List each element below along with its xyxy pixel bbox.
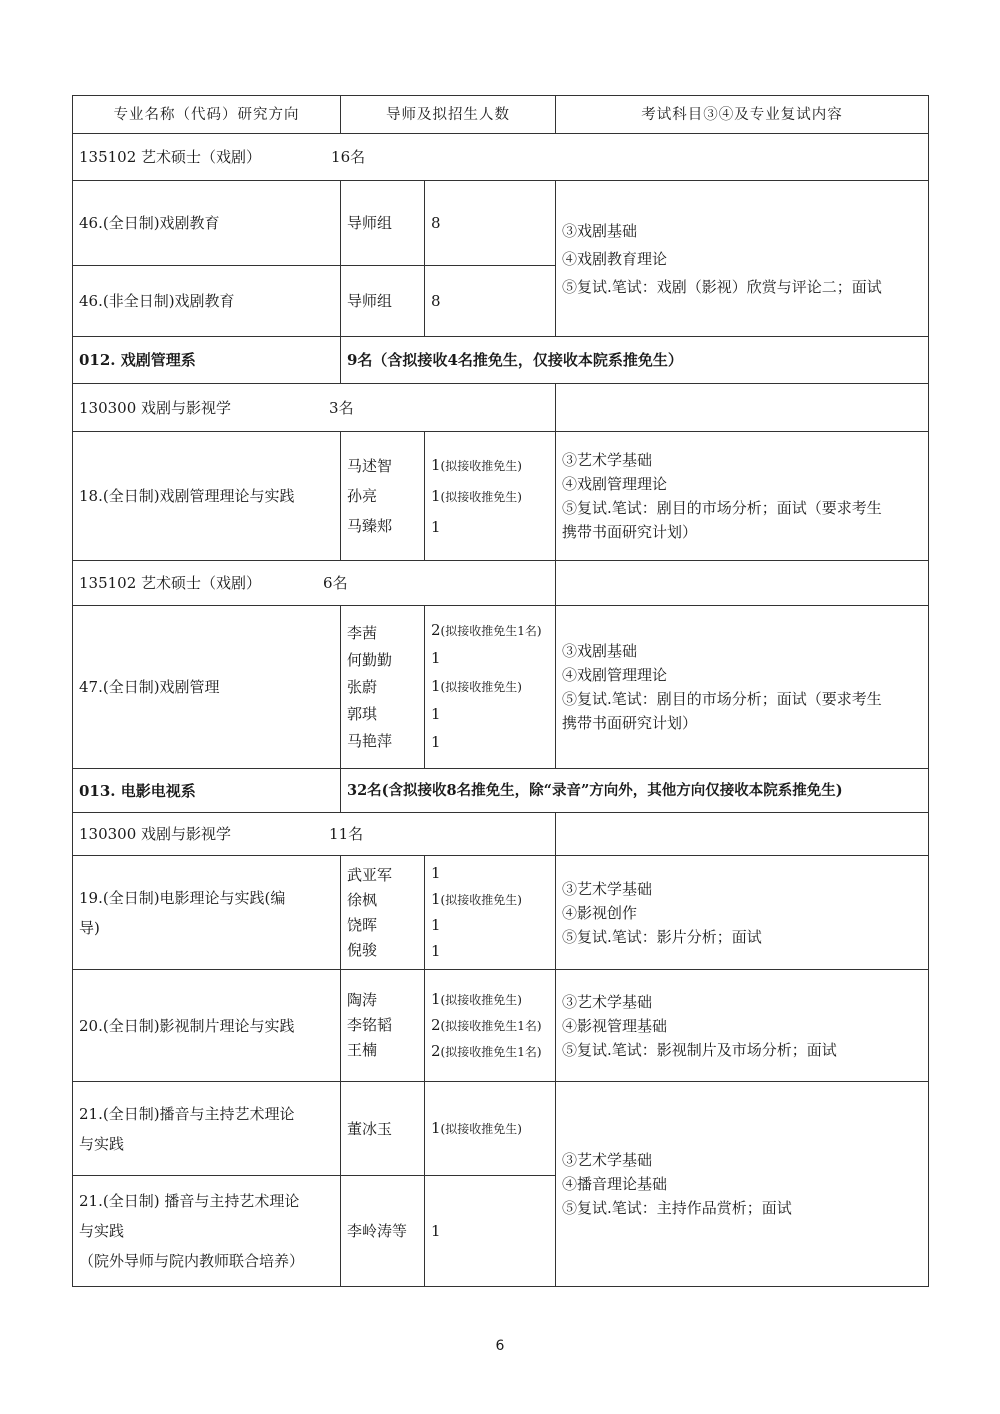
subject-line: 携带书面研究计划） xyxy=(562,523,698,541)
department-row xyxy=(73,769,929,813)
empty-cell xyxy=(556,813,929,856)
advisor-name: 孙亮 xyxy=(347,487,378,505)
advisor-name: 马述智 xyxy=(347,457,393,475)
subject-line: ⑤复试.笔试：剧目的市场分析；面试（要求考生 xyxy=(562,499,882,517)
subjects-cell xyxy=(556,1082,929,1287)
quota-cell xyxy=(425,1082,556,1176)
department-info: 32名(含拟接收8名推免生，除“录音”方向外，其他方向仅接收本院系推免生) xyxy=(341,769,929,813)
header-advisors: 导师及拟招生人数 xyxy=(341,96,556,134)
section-cell xyxy=(73,384,556,432)
subjects-cell xyxy=(556,606,929,769)
quota-note: (拟接收推免生) xyxy=(440,680,522,694)
quota-number: 1 xyxy=(431,486,441,505)
direction-line: 19.(全日制)电影理论与实践(编 xyxy=(79,888,286,907)
subject-line: ③艺术学基础 xyxy=(562,992,653,1011)
quota-number: 1 xyxy=(431,915,441,934)
section-code: 130300 戏剧与影视学 xyxy=(79,398,232,417)
section-code: 130300 戏剧与影视学 xyxy=(79,825,232,843)
advisor-name: 李铭韬 xyxy=(347,1016,393,1034)
advisor-name: 陶涛 xyxy=(347,991,378,1009)
quota-cell xyxy=(425,432,556,561)
quota-number: 1 xyxy=(431,705,441,723)
table-row xyxy=(73,970,929,1082)
subjects-cell xyxy=(556,856,929,970)
section-count: 11名 xyxy=(329,825,364,843)
quota-cell xyxy=(425,970,556,1082)
quota-number: 1 xyxy=(431,733,441,751)
direction-line: 与实践 xyxy=(79,1134,125,1153)
quota-cell xyxy=(425,606,556,769)
table-row xyxy=(73,181,929,266)
subject-line: ③戏剧基础 xyxy=(562,642,638,660)
quota-cell: 8 xyxy=(425,181,556,266)
quota-number: 1 xyxy=(431,1119,441,1137)
section-code: 135102 艺术硕士（戏剧） xyxy=(79,148,262,166)
subject-line: ③艺术学基础 xyxy=(562,451,653,469)
advisor-name: 郭琪 xyxy=(347,704,378,723)
header-subjects: 考试科目③④及专业复试内容 xyxy=(556,96,929,134)
section-cell xyxy=(73,134,929,181)
advisor-cell: 董冰玉 xyxy=(341,1082,425,1176)
advisor-cell: 李岭涛等 xyxy=(341,1176,425,1287)
subject-line: ④戏剧管理理论 xyxy=(562,475,668,493)
advisor-name: 王楠 xyxy=(347,1041,378,1059)
quota-note: (拟接收推免生1名) xyxy=(440,1044,542,1059)
subject-line: ③戏剧基础 xyxy=(562,221,638,240)
quota-cell xyxy=(425,856,556,970)
quota-number: 2 xyxy=(431,1015,441,1034)
quota-note: (拟接收推免生) xyxy=(440,892,522,907)
department-name: 012. 戏剧管理系 xyxy=(73,337,341,384)
direction-line: 21.(全日制) 播音与主持艺术理论 xyxy=(79,1192,300,1210)
subject-line: ⑤复试.笔试：戏剧（影视）欣赏与评论二；面试 xyxy=(562,277,882,296)
subjects-cell xyxy=(556,181,929,337)
admissions-table xyxy=(72,95,929,1287)
subject-line: ⑤复试.笔试：主持作品赏析；面试 xyxy=(562,1199,792,1217)
table-row xyxy=(73,606,929,769)
advisor-name: 倪骏 xyxy=(347,940,378,959)
section-row xyxy=(73,561,929,606)
direction-cell xyxy=(73,1082,341,1176)
table-row xyxy=(73,856,929,970)
direction-cell xyxy=(73,1176,341,1287)
subject-line: ③艺术学基础 xyxy=(562,879,653,898)
quota-number: 1 xyxy=(431,889,441,908)
direction-cell: 47.(全日制)戏剧管理 xyxy=(73,606,341,769)
advisor-name: 武亚军 xyxy=(347,865,393,884)
direction-cell: 46.(全日制)戏剧教育 xyxy=(73,181,341,266)
section-row xyxy=(73,134,929,181)
direction-cell: 18.(全日制)戏剧管理理论与实践 xyxy=(73,432,341,561)
advisor-name: 何勤勤 xyxy=(347,650,393,669)
subject-line: ⑤复试.笔试：剧目的市场分析；面试（要求考生 xyxy=(562,690,882,708)
advisor-name: 李茜 xyxy=(347,623,378,642)
quota-number: 2 xyxy=(431,1041,441,1060)
section-cell xyxy=(73,561,556,606)
advisor-name: 张蔚 xyxy=(347,677,378,696)
advisor-name: 马艳萍 xyxy=(347,731,393,750)
header-direction: 专业名称（代码）研究方向 xyxy=(73,96,341,134)
advisor-cell xyxy=(341,606,425,769)
section-row xyxy=(73,813,929,856)
table-row xyxy=(73,1082,929,1176)
subject-line: ④播音理论基础 xyxy=(562,1175,668,1193)
quota-number: 1 xyxy=(431,455,441,474)
quota-cell: 1 xyxy=(425,1176,556,1287)
empty-cell xyxy=(556,384,929,432)
subjects-cell xyxy=(556,432,929,561)
direction-line: 导) xyxy=(79,918,100,937)
advisor-cell: 导师组 xyxy=(341,266,425,337)
quota-number: 2 xyxy=(431,621,441,639)
table-row xyxy=(73,432,929,561)
direction-line: 21.(全日制)播音与主持艺术理论 xyxy=(79,1104,295,1123)
quota-number: 1 xyxy=(431,863,441,882)
section-cell xyxy=(73,813,556,856)
section-count: 6名 xyxy=(323,574,348,592)
department-info: 9名（含拟接收4名推免生，仅接收本院系推免生） xyxy=(341,337,929,384)
quota-note: (拟接收推免生) xyxy=(440,1122,522,1136)
subject-line: ④戏剧教育理论 xyxy=(562,249,668,268)
subject-line: ④戏剧管理理论 xyxy=(562,666,668,684)
advisor-name: 徐枫 xyxy=(347,890,378,909)
quota-number: 1 xyxy=(431,649,441,667)
direction-cell: 20.(全日制)影视制片理论与实践 xyxy=(73,970,341,1082)
section-code: 135102 艺术硕士（戏剧） xyxy=(79,574,262,592)
quota-note: (拟接收推免生) xyxy=(440,489,522,504)
direction-cell xyxy=(73,856,341,970)
quota-number: 1 xyxy=(431,517,441,536)
subject-line: 携带书面研究计划） xyxy=(562,714,698,732)
quota-number: 1 xyxy=(431,941,441,960)
quota-number: 1 xyxy=(431,989,441,1008)
quota-note: (拟接收推免生) xyxy=(440,458,522,473)
direction-line: 与实践 xyxy=(79,1222,125,1240)
quota-cell: 8 xyxy=(425,266,556,337)
department-row xyxy=(73,337,929,384)
direction-cell: 46.(非全日制)戏剧教育 xyxy=(73,266,341,337)
advisor-cell xyxy=(341,856,425,970)
quota-number: 1 xyxy=(431,677,441,695)
quota-note: (拟接收推免生1名) xyxy=(440,1018,542,1033)
direction-line: （院外导师与院内教师联合培养） xyxy=(79,1252,305,1270)
quota-note: (拟接收推免生1名) xyxy=(440,624,542,638)
advisor-name: 马臻郏 xyxy=(347,517,393,535)
advisor-cell: 导师组 xyxy=(341,181,425,266)
subject-line: ⑤复试.笔试：影视制片及市场分析；面试 xyxy=(562,1040,837,1059)
subject-line: ⑤复试.笔试：影片分析；面试 xyxy=(562,927,762,946)
advisor-name: 饶晖 xyxy=(347,915,378,934)
empty-cell xyxy=(556,561,929,606)
department-name: 013. 电影电视系 xyxy=(73,769,341,813)
page-number: 6 xyxy=(495,1338,505,1354)
section-count: 3名 xyxy=(329,398,354,417)
subject-line: ③艺术学基础 xyxy=(562,1151,653,1169)
subject-line: ④影视创作 xyxy=(562,903,638,922)
quota-note: (拟接收推免生) xyxy=(440,992,522,1007)
subjects-cell xyxy=(556,970,929,1082)
advisor-cell xyxy=(341,432,425,561)
advisor-cell xyxy=(341,970,425,1082)
table-header-row xyxy=(73,96,929,134)
subject-line: ④影视管理基础 xyxy=(562,1016,668,1035)
section-row xyxy=(73,384,929,432)
section-count: 16名 xyxy=(331,148,366,166)
